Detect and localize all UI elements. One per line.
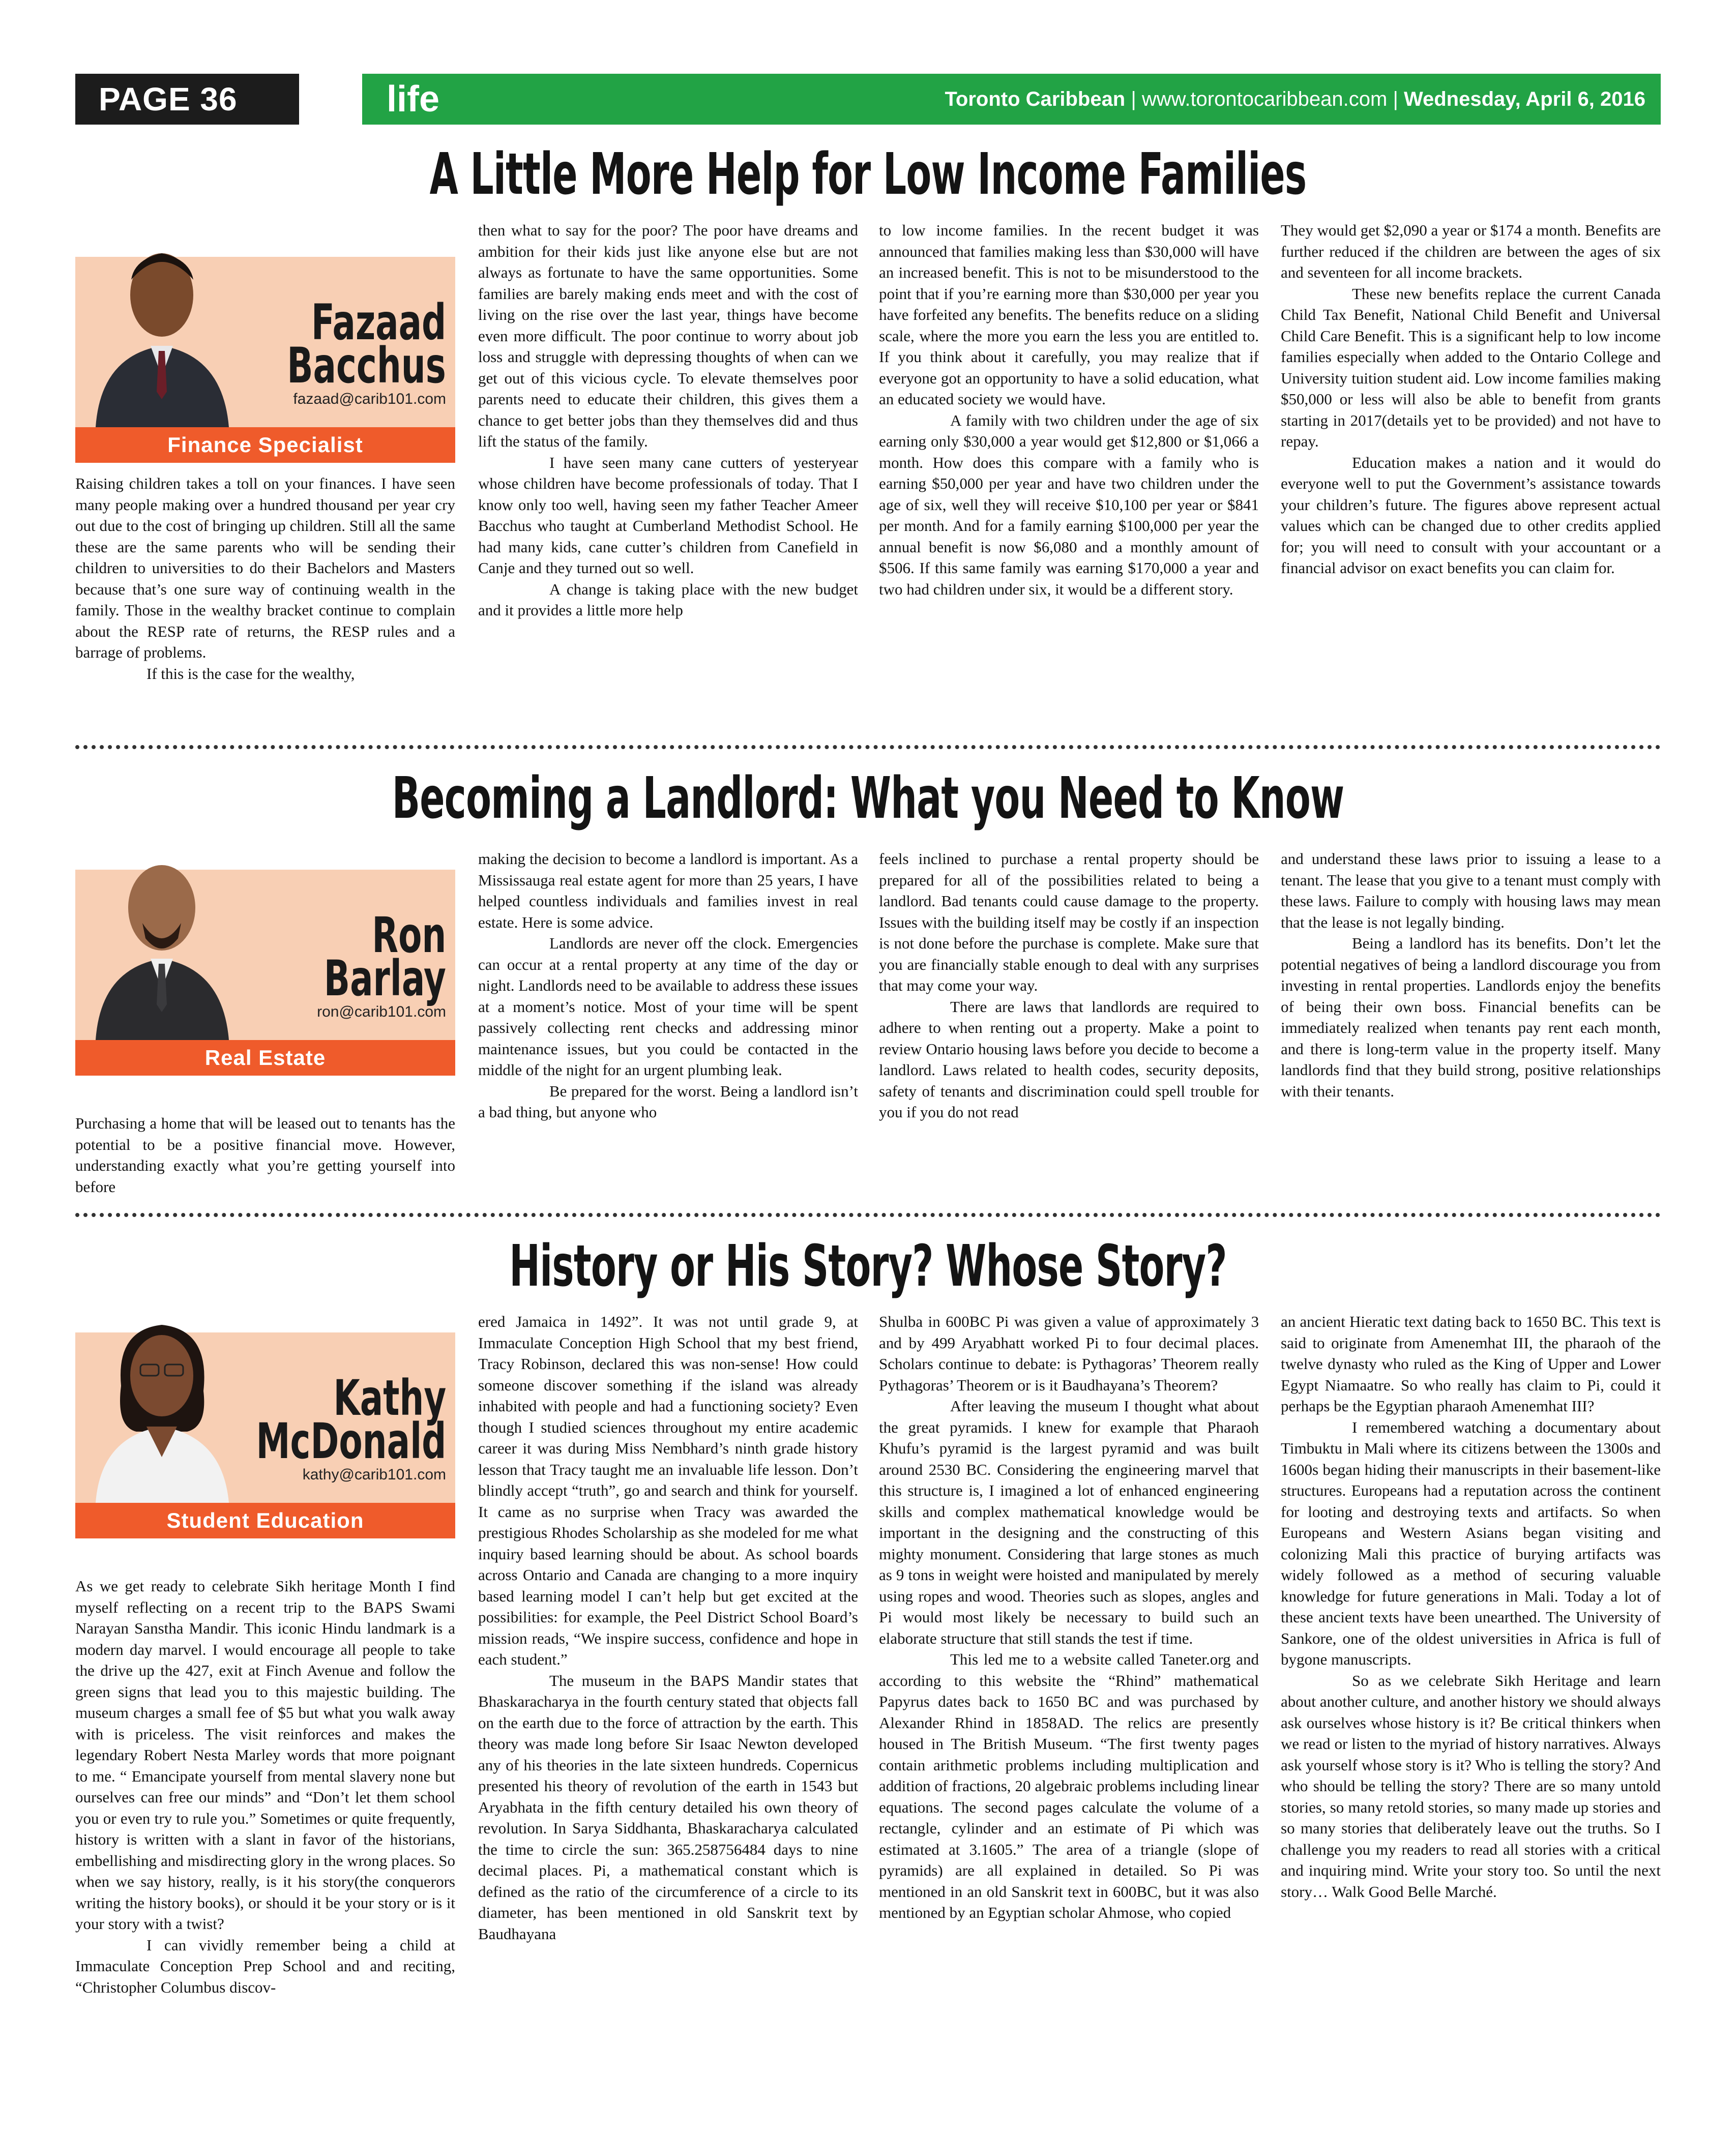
paragraph: an ancient Hieratic text dating back to 1650 BC. This text is said to originate from Amenemhat III, the pharaoh of the twelve dynasty who ruled as the King of Upper and Lower Egypt Niamaatre. So who really has claim to Pi, could it perhaps be the Egyptian pharaoh Amenemhat III? — [1281, 1313, 1661, 1415]
author-role: Finance Specialist — [75, 427, 455, 463]
paragraph: There are laws that landlords are required to adhere to when renting out a property. Make a point to review Ontario housing laws before you decide to become a landlord. Laws related to health codes, security deposits, safety of tenants and discrimination could spell trouble for you if you do not read — [879, 997, 1259, 1121]
column-3 — [879, 220, 1259, 600]
issue-date: Wednesday, April 6, 2016 — [1403, 88, 1645, 110]
paragraph: I have seen many cane cutters of yesteryear whose children have become professionals of today. That I know only too well, having seen my father Teacher Ameer Bacchus who taught at Cumberland Methodist School. He had many kids, cane cutter’s children from Canefield in Canje and they turned out so well. — [478, 453, 858, 577]
paragraph: Landlords are never off the clock. Emergencies can occur at a rental property at any time of the day or night. Landlords need to be available to address these issues at a moment’s notice. Most of your time will be spent passively collecting rent checks and addressing minor maintenance issues, but you could be contacted in the middle of the night for an urgent plumbing leak. — [478, 934, 858, 1079]
headline: History or His Story? Whose Story? — [509, 1233, 1227, 1299]
paragraph: I remembered watching a documentary about Timbuktu in Mali where its citizens between the 1300s and 1600s began hiding their manuscripts in their basement-like structures. Europeans had a reputation across the continent for looting and destroying texts and artifacts. So when Europeans and Western Asians began visiting and colonizing Mali this practice of burying artifacts was widely followed as a method of securing valuable knowledge for future generations in Mali. Today a lot of these ancient texts have been unearthed. The University of Sankore, one of the oldest universities in Africa is full of bygone manuscripts. — [1281, 1418, 1661, 1668]
column-3 — [879, 1311, 1259, 1923]
paragraph: As we get ready to celebrate Sikh heritage Month I find myself reflecting on a recent trip to the BAPS Swami Narayan Sanstha Mandir. This iconic Hindu landmark is a modern day marvel. I would encourage all people to take the drive up the 427, exit at Finch Avenue and follow the green signs that lead you to this majestic building. The museum charges a small fee of $5 but what you walk away with is priceless. The visit reinforces and makes the legendary Robert Nesta Marley words that more poignant to me. “ Emancipate yourself from mental slavery none but ourselves can free our minds” and “Don’t let them school you or even try to rule you.” Sometimes or quite frequently, history is written with a slant in favor of the historians, embellishing and misdirecting glory in the wrong places. So when we say history, really, is it his story(the conquerors writing the history books), or should it be your story or is it your story with a twist? — [75, 1577, 455, 1933]
paragraph: So as we celebrate Sikh Heritage and learn about another culture, and another history we should always ask ourselves whose history is it? Be critical thinkers when we read or listen to the myriad of history narratives. Always ask yourself whose story is it? Who is telling the story? And who should be telling the story? There are so many untold stories, so many retold stories, so many made up stories and so many stories that deliberately leave out the truths. So I challenge you my readers to read all stories with a critical and inquiring mind. Write your story too. So until the next story… Walk Good Belle Marché. — [1281, 1671, 1661, 1901]
author-role: Student Education — [75, 1503, 455, 1538]
paragraph: Raising children takes a toll on your finances. I have seen many people making over a hundred thousand per year cry out due to the cost of bringing up children. Still all the same these are the same parents who will be sending their children to universities to do their Bachelors and Masters because that’s one sure way of continuing wealth in the family. Those in the wealthy bracket continue to complain about the RESP rate of returns, the RESP rules and a barrage of problems. — [75, 474, 455, 661]
column-1 — [75, 1113, 455, 1197]
masthead-info: Toronto Caribbean | www.torontocaribbean.com | Wednesday, April 6, 2016 — [945, 88, 1645, 110]
section-divider — [75, 745, 1661, 749]
column-2 — [478, 1311, 858, 1944]
paragraph: A family with two children under the age of six earning only $30,000 a year would get $12,800 or $1,066 a month. How does this compare with a family who is earning $50,000 per year and have two children under the age of six, well they will receive $10,100 per year or $841 per month. And for a family earning $100,000 per year the annual benefit is now $6,080 and a monthly amount of $506. If this same family was earning $170,000 a year and two had children under six, it would be a different story. — [879, 411, 1259, 598]
paragraph: Being a landlord has its benefits. Don’t let the potential negatives of being a landlord discourage you from investing in rental properties. Landlords enjoy the benefits of being their own boss. Financial benefits can be immediately realized when tenants pay rent each month, and there is long-term value in the property itself. Many landlords find that they build strong, positive relationships with their tenants. — [1281, 934, 1661, 1100]
headline: A Little More Help for Low Income Families — [429, 141, 1307, 207]
paragraph: Purchasing a home that will be leased out to tenants has the potential to be a positive financial move. However, understanding exactly what you’re getting yourself into before — [75, 1114, 455, 1196]
author-first-name: Kathy — [333, 1370, 446, 1427]
page-number: PAGE 36 — [75, 74, 299, 125]
column-4 — [1281, 1311, 1661, 1902]
paragraph: I can vividly remember being a child at Immaculate Conception Prep School and and reciting, “Christopher Columbus discov- — [75, 1936, 455, 1996]
paragraph: These new benefits replace the current Canada Child Tax Benefit, National Child Benefit and Universal Child Care Benefit. This is a significant help to low income families especially when added to the Ontario College and University tuition student aid. Low income families making $50,000 or less will also be able to benefit from grants starting in 2017(details yet to be provided) and not have to repay. — [1281, 284, 1661, 450]
publication-name: Toronto Caribbean — [945, 88, 1126, 110]
paragraph: Shulba in 600BC Pi was given a value of approximately 3 and by 499 Aryabhatt worked Pi to four decimal places. Scholars continue to debate: is Pythagoras’ Theorem really Pythagoras’ Theorem or is it Baudhayana’s Theorem? — [879, 1313, 1259, 1394]
section-divider — [75, 1213, 1661, 1217]
paragraph: If this is the case for the wealthy, — [146, 664, 355, 683]
column-4 — [1281, 848, 1661, 1102]
author-last-name: Barlay — [323, 950, 446, 1007]
website[interactable]: www.torontocaribbean.com — [1141, 88, 1388, 110]
paragraph: then what to say for the poor? The poor have dreams and ambition for their kids just like anyone else but are not always as fortunate to have the same opportunities. Some families are barely making ends meet and with the cost of living on the rise over the last year, things have become even more difficult. The poor continue to worry about job loss and struggle with depressing thoughts of when can we get out of this vicious cycle. To elevate themselves poor parents need to educate their children, this gives them a chance to get better jobs than they themselves did and thus lift the status of the family. — [478, 221, 858, 450]
paragraph: and understand these laws prior to issuing a lease to a tenant. The lease that you give to a tenant must comply with these laws. Failure to comply with housing laws may mean that the lease is not legally binding. — [1281, 850, 1661, 931]
section-label: life — [387, 79, 440, 120]
paragraph: ered Jamaica in 1492”. It was not until grade 9, at Immaculate Conception High School that my best friend, Tracy Robinson, declared this was non-sense! How could someone discover something if the island was already inhabited with people and had a functioning society? Even though I studied sciences throughout my entire academic career it was during Miss Nembhard’s ninth grade history lesson that Tracy taught me an invaluable life lesson. Don’t blindly accept “truth”, go and search and think for yourself. It came as no surprise when Tracy was awarded the prestigious Rhodes Scholarship as she modeled for me what inquiry based learning should be about. As school boards across Ontario and Canada are changing to a more inquiry based learning model I can’t help but get excited at the possibilities: for example, the Peel District School Board’s mission reads, “We inspire success, confidence and hope in each student.” — [478, 1313, 858, 1668]
paragraph: Education makes a nation and it would do everyone well to put the Government’s assistance towards your children’s future. The figures above represent actual values which can be changed due to other credits applied for; you will need to consult with your accountant or a financial advisor on exact benefits you can claim for. — [1281, 453, 1661, 577]
paragraph: The museum in the BAPS Mandir states that Bhaskaracharya in the fourth century stated that objects fall on the earth due to the force of attraction by the earth. This theory was made long before Sir Isaac Newton developed any of his theories in the late sixteen hundreds. Copernicus presented his theory of revolution of the earth in 1543 but Aryabhata in the fifth century detailed his own theory of revolution. In Sarya Siddhanta, Bhaskaracharya calculated the time to circle the sun: 365.258756484 days to nine decimal places. Pi, a mathematical constant which is defined as the ratio of the circumference of a circle to its diameter, has been mentioned in old Sanskrit text by Baudhayana — [478, 1671, 858, 1943]
paragraph: This led me to a website called Taneter.org and according to this website the “Rhind” mathematical Papyrus dates back to 1650 BC and was purchased by Alexander Rhind in 1858AD. The relics are presently housed in The British Museum. “The first twenty pages contain arithmetic problems including multiplication and addition of fractions, 20 algebraic problems including linear equations. The second pages calculate the volume of a rectangle, cylinder and an estimate of Pi which was estimated at 3.1605.” The area of a triangle (slope of pyramids) are all explained in detailed. So Pi was mentioned in an old Sanskrit text in 600BC, but it was also mentioned by an Egyptian scholar Ahmose, who copied — [879, 1650, 1259, 1921]
author-email[interactable]: kathy@carib101.com — [302, 1466, 446, 1483]
paragraph: making the decision to become a landlord is important. As a Mississauga real estate agent for more than 25 years, I have helped countless individuals and families invest in real estate. Here is some advice. — [478, 850, 858, 931]
author-last-name: McDonald — [256, 1413, 446, 1470]
header-bar — [362, 74, 1661, 125]
paragraph: to low income families. In the recent budget it was announced that families making less than $30,000 will have an increased benefit. This is not to be misunderstood to the point that if you’re earning more than $30,000 per year you have forfeited any benefits. The benefits reduce on a sliding scale, where the more you earn the less you are entitled to. If you think about it carefully, you may realize that if everyone got an opportunity to have a solid education, what an educated society we would have. — [879, 221, 1259, 408]
column-2 — [478, 848, 858, 1123]
column-1 — [75, 473, 455, 684]
paragraph: A change is taking place with the new budget and it provides a little more help — [478, 580, 858, 619]
author-photo — [85, 837, 238, 1040]
author-first-name: Ron — [371, 907, 446, 964]
author-first-name: Fazaad — [311, 294, 446, 351]
author-email[interactable]: fazaad@carib101.com — [293, 391, 446, 407]
column-3 — [879, 848, 1259, 1123]
paragraph: Be prepared for the worst. Being a landlord isn’t a bad thing, but anyone who — [478, 1082, 858, 1121]
author-email[interactable]: ron@carib101.com — [317, 1003, 446, 1020]
paragraph: feels inclined to purchase a rental property should be prepared for all of the possibilities related to being a landlord. Bad tenants could cause damage to the property. Issues with the building itself may be costly if an inspection is not done before the purchase is complete. Make sure that you are financially stable enough to deal with any surprises that may come your way. — [879, 850, 1259, 994]
column-4 — [1281, 220, 1661, 579]
column-2 — [478, 220, 858, 621]
paragraph: They would get $2,090 a year or $174 a month. Benefits are further reduced if the children are between the ages of six and seventeen for all income brackets. — [1281, 221, 1661, 281]
author-photo — [85, 1299, 238, 1503]
headline: Becoming a Landlord: What you Need to Know — [392, 765, 1344, 832]
author-photo — [85, 224, 238, 427]
column-1 — [75, 1576, 455, 1998]
paragraph: After leaving the museum I thought what about the great pyramids. I knew for example that Pharaoh Khufu’s pyramid is the largest pyramid and was built around 2530 BC. Considering the engineering marvel that this structure is, I imagined a lot of enhanced engineering skills and complex mathematical knowledge would be important in the designing and the constructing of this mighty monument. Considering that large stones as much as 9 tons in weight were hoisted and manipulated by merely using ropes and wood. Theories such as slopes, angles and Pi would most likely be necessary to build such an elaborate structure that still stands the test if time. — [879, 1397, 1259, 1647]
author-last-name: Bacchus — [287, 337, 446, 394]
author-role: Real Estate — [75, 1040, 455, 1076]
